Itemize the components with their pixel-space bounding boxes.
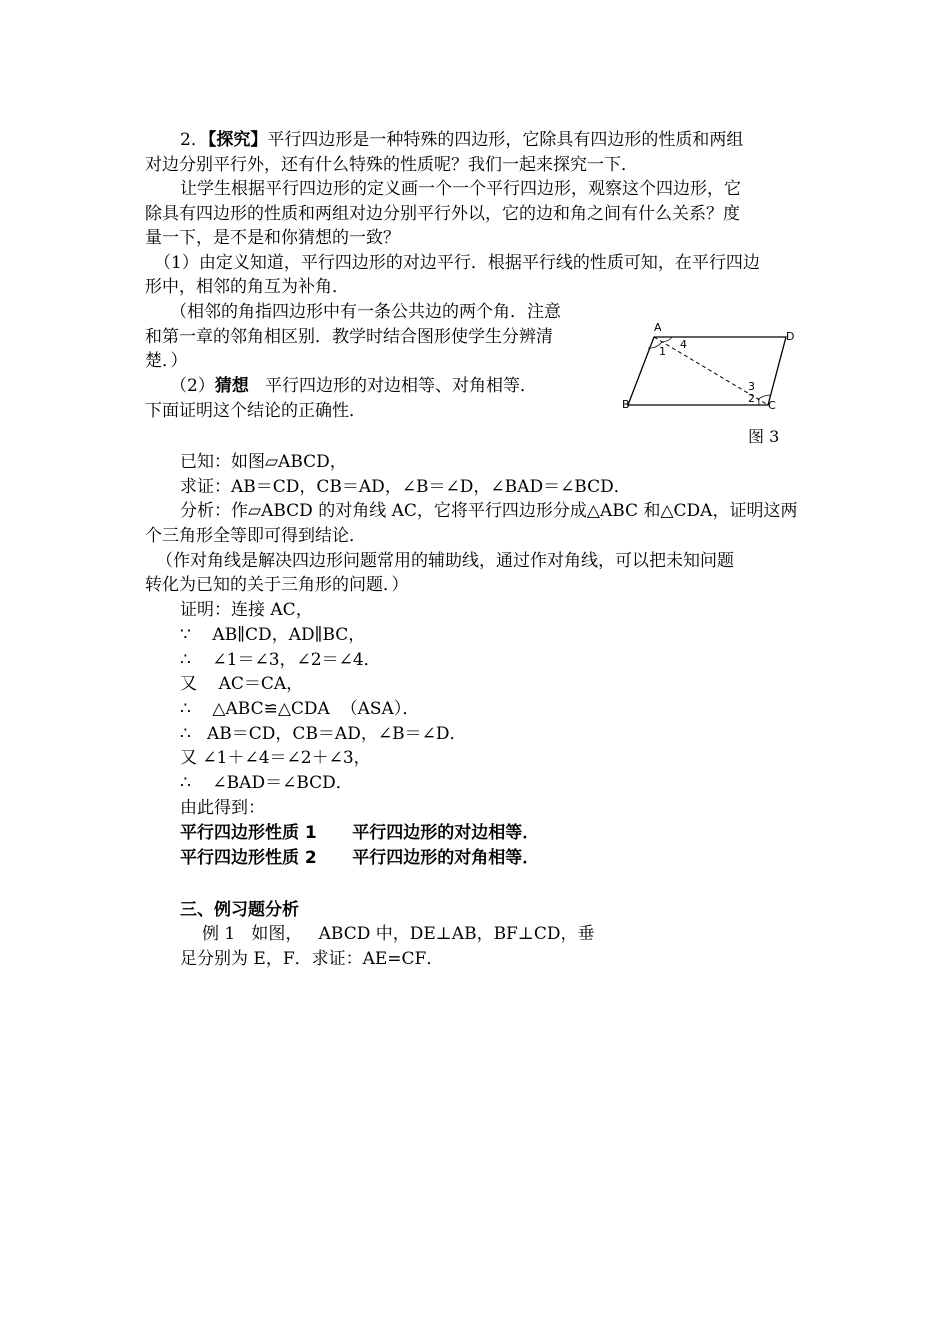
angle-label-4: 4: [680, 338, 687, 351]
angle-arc-2: [758, 399, 759, 405]
prove-line: 求证：AB＝CD，CB＝AD，∠B＝∠D，∠BAD＝∠BCD．: [180, 477, 631, 497]
section2-line2: 对边分别平行外，还有什么特殊的性质呢？我们一起来探究一下．: [145, 155, 638, 175]
property-1: 平行四边形性质 1 平行四边形的对边相等．: [180, 823, 540, 843]
proof-step: ∴ ∠1＝∠3，∠2＝∠4．: [180, 650, 381, 670]
proof-step: ∴ AB＝CD，CB＝AD，∠B＝∠D．: [180, 724, 467, 744]
analysis-line: 个三角形全等即可得到结论．: [145, 526, 366, 546]
proof-step: ∴ ∠BAD＝∠BCD．: [180, 773, 353, 793]
paragraph-line: 和第一章的邻角相区别．教学时结合图形使学生分辨清: [145, 327, 553, 347]
section3-heading: 三、例习题分析: [180, 900, 299, 920]
analysis-line: 分析：作▱ABCD 的对角线 AC，它将平行四边形分成△ABC 和△CDA，证明这两: [180, 501, 798, 521]
proof-step: 又 ∠1＋∠4＝∠2＋∠3，: [180, 748, 371, 768]
conjecture-text: 平行四边形的对边相等、对角相等．: [248, 376, 538, 396]
item-number: （2）: [170, 376, 215, 396]
section2-text: 平行四边形是一种特殊的四边形，它除具有四边形的性质和两组: [267, 130, 744, 150]
vertex-label-c: C: [768, 399, 776, 412]
figure-caption: 图 3: [748, 427, 780, 446]
paragraph-line: 楚．）: [145, 351, 188, 371]
paragraph-line: 下面证明这个结论的正确性．: [145, 401, 366, 421]
note-line: （作对角线是解决四边形问题常用的辅助线，通过作对角线，可以把未知问题: [156, 551, 734, 571]
parallelogram-figure: [618, 314, 808, 424]
paragraph-line: 形中，相邻的角互为补角．: [145, 277, 349, 297]
parallelogram-shape: [628, 337, 786, 405]
given-line: 已知：如图▱ABCD，: [180, 452, 347, 472]
property-2: 平行四边形性质 2 平行四边形的对角相等．: [180, 848, 540, 868]
proof-step: ∵ AB∥CD，AD∥BC，: [180, 625, 366, 645]
note-line: 转化为已知的关于三角形的问题．）: [145, 575, 409, 595]
conjecture-line: [170, 374, 537, 398]
example-line: 例 1 如图， ABCD 中，DE⊥AB，BF⊥CD，垂: [202, 924, 595, 944]
angle-label-3: 3: [748, 380, 755, 393]
proof-step: 由此得到：: [180, 798, 265, 818]
paragraph-line: 让学生根据平行四边形的定义画一个一个平行四边形，观察这个四边形，它: [180, 179, 741, 199]
paragraph-line: 除具有四边形的性质和两组对边分别平行外以，它的边和角之间有什么关系？度: [145, 204, 740, 224]
paragraph-line: 量一下，是不是和你猜想的一致？: [145, 228, 400, 248]
proof-step: ∴ △ABC≌△CDA （ASA）．: [180, 699, 420, 719]
angle-label-2: 2: [748, 392, 755, 405]
example-line: 足分别为 E，F．求证：AE=CF．: [180, 949, 444, 969]
angle-label-1: 1: [659, 345, 666, 358]
proof-step: 又 AC＝CA，: [180, 674, 304, 694]
explore-tag: 【探究】: [207, 130, 268, 150]
angle-arc-4: [662, 337, 672, 342]
paragraph-line: （相邻的角指四边形中有一条公共边的两个角．注意: [170, 302, 561, 322]
vertex-label-b: B: [622, 398, 630, 411]
item-number: 2．: [180, 130, 208, 150]
conjecture-label: 猜想: [214, 376, 249, 396]
proof-step: 证明：连接 AC，: [180, 600, 313, 620]
section2-line1: [180, 128, 743, 152]
vertex-label-a: A: [654, 321, 662, 334]
vertex-label-d: D: [786, 330, 795, 343]
paragraph-line: （1）由定义知道，平行四边形的对边平行．根据平行线的性质可知，在平行四边: [154, 253, 760, 273]
